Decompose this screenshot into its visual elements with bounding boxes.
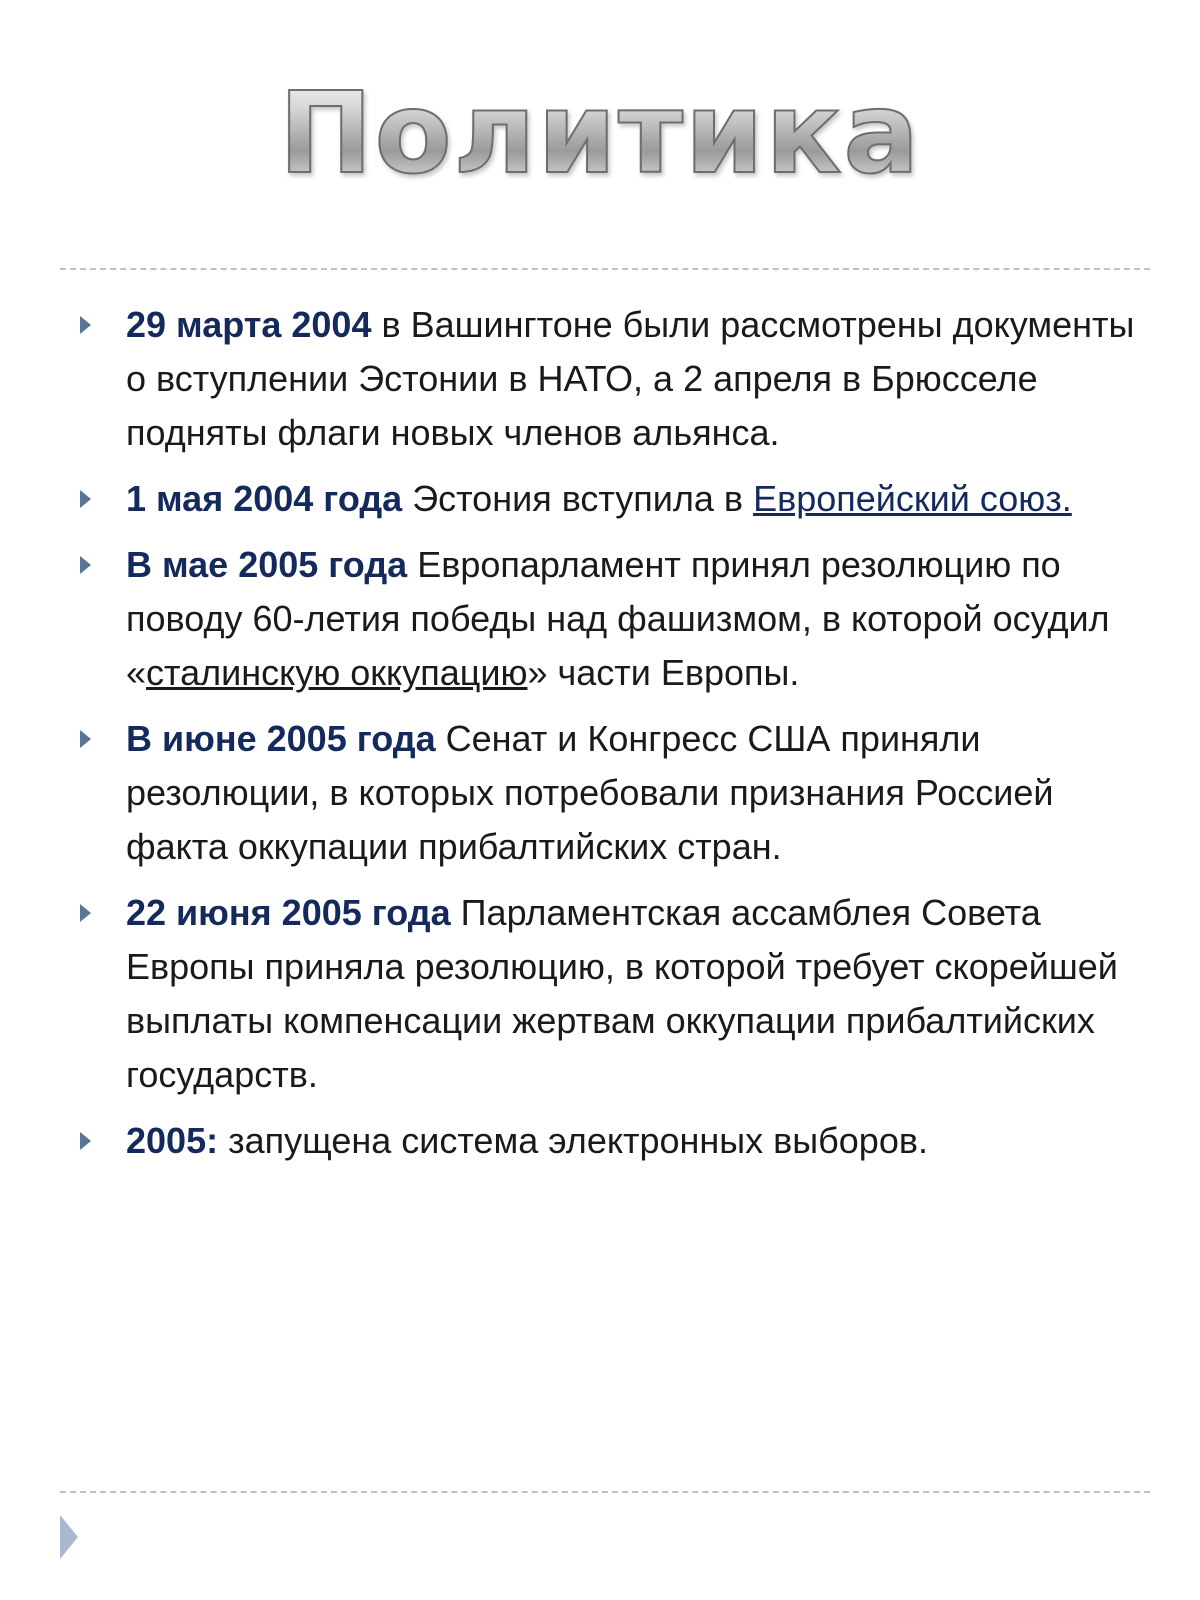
bottom-divider	[60, 1491, 1150, 1493]
top-divider	[60, 268, 1150, 270]
bullet-date: В июне 2005 года	[126, 718, 436, 759]
bullet-text: запущена система электронных выборов.	[218, 1120, 928, 1161]
bullet-item	[80, 538, 1160, 700]
bullet-text: Парламентская ассамблея Совета Европы приняла резолюцию, в которой требует скорейшей выплаты компенсации жертвам оккупации прибалтийских государств.	[126, 892, 1118, 1095]
bullet-item	[80, 298, 1160, 460]
bullet-arrow-icon	[80, 556, 91, 574]
stalin-occupation-link[interactable]: сталинскую оккупацию	[146, 652, 528, 693]
bullet-text: Европарламент принял резолюцию по поводу 60-летия победы над фашизмом, в которой осудил «	[126, 544, 1110, 693]
european-union-link[interactable]: Европейский союз.	[753, 478, 1072, 519]
bullet-date: 22 июня 2005 года	[126, 892, 451, 933]
bullet-date: 1 мая 2004 года	[126, 478, 403, 519]
bullet-arrow-icon	[80, 904, 91, 922]
bullet-arrow-icon	[80, 1132, 91, 1150]
bullet-text: в Вашингтоне были рассмотрены документы о вступлении Эстонии в НАТО, а 2 апреля в Брюсселе подняты флаги новых членов альянса.	[126, 304, 1135, 453]
slide-title: Политика	[0, 64, 1200, 204]
play-arrow-icon[interactable]	[60, 1515, 78, 1559]
bullet-date: 2005:	[126, 1120, 219, 1161]
bullet-item	[80, 1114, 1160, 1168]
bullet-date: В мае 2005 года	[126, 544, 408, 585]
bullet-arrow-icon	[80, 316, 91, 334]
bullet-text: Эстония вступила в	[402, 478, 754, 519]
bullet-list	[80, 298, 1160, 1180]
bullet-arrow-icon	[80, 490, 91, 508]
bullet-text: Сенат и Конгресс США приняли резолюции, в которых потребовали признания Россией факта оккупации прибалтийских стран.	[126, 718, 1054, 867]
bullet-arrow-icon	[80, 730, 91, 748]
bullet-item	[80, 886, 1160, 1102]
bullet-item	[80, 712, 1160, 874]
bullet-date: 29 марта 2004	[126, 304, 372, 345]
bullet-text: » части Европы.	[527, 652, 800, 693]
bullet-item	[80, 472, 1160, 526]
